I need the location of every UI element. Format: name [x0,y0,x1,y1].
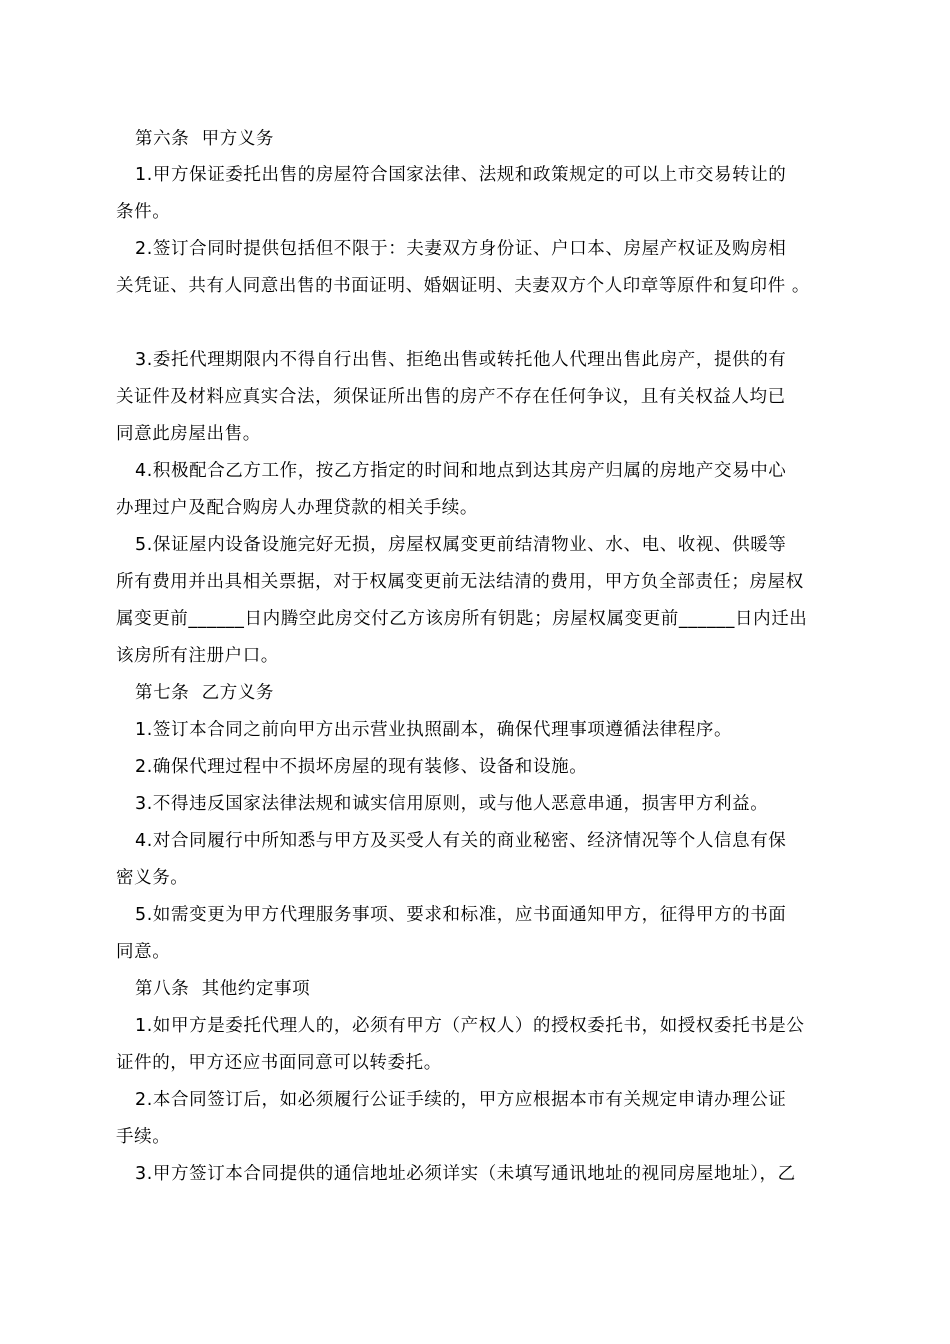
text-line: 属变更前______日内腾空此房交付乙方该房所有钥匙；房屋权属变更前______日内迁出 [116,609,808,629]
text-line: 5.保证屋内设备设施完好无损，房屋权属变更前结清物业、水、电、收视、供暖等 [135,535,787,555]
text-line: 证件的，甲方还应书面同意可以转委托。 [116,1053,442,1073]
text-line: 1.签订本合同之前向甲方出示营业执照副本，确保代理事项遵循法律程序。 [135,720,733,740]
text-line: 办理过户及配合购房人办理贷款的相关手续。 [116,498,478,518]
text-line: 3.委托代理期限内不得自行出售、拒绝出售或转托他人代理出售此房产，提供的有 [135,350,787,370]
text-line: 2.本合同签订后，如必须履行公证手续的，甲方应根据本市有关规定申请办理公证 [135,1090,787,1110]
text-line: 2.确保代理过程中不损坏房屋的现有装修、设备和设施。 [135,757,588,777]
text-line: 手续。 [116,1127,171,1147]
text-line: 3.不得违反国家法律法规和诚实信用原则，或与他人恶意串通，损害甲方利益。 [135,794,769,814]
text-line: 同意。 [116,942,171,962]
article-7-heading: 第七条 乙方义务 [135,683,275,703]
text-line: 该房所有注册户口。 [116,646,279,666]
text-line: 4.积极配合乙方工作，按乙方指定的时间和地点到达其房产归属的房地产交易中心 [135,461,787,481]
text-line: 条件。 [116,202,171,222]
article-6-heading: 第六条 甲方义务 [135,129,275,149]
text-line: 所有费用并出具相关票据，对于权属变更前无法结清的费用，甲方负全部责任；房屋权 [116,572,804,592]
text-line: 4.对合同履行中所知悉与甲方及买受人有关的商业秘密、经济情况等个人信息有保 [135,831,787,851]
text-line: 关证件及材料应真实合法，须保证所出售的房产不存在任何争议，且有关权益人均已 [116,387,786,407]
text-line: 同意此房屋出售。 [116,424,261,444]
text-line: 5.如需变更为甲方代理服务事项、要求和标准，应书面通知甲方，征得甲方的书面 [135,905,787,925]
text-line: 2.签订合同时提供包括但不限于：夫妻双方身份证、户口本、房屋产权证及购房相 [135,239,787,259]
text-line: 关凭证、共有人同意出售的书面证明、婚姻证明、夫妻双方个人印章等原件和复印件 。 [116,276,810,296]
text-line: 1.甲方保证委托出售的房屋符合国家法律、法规和政策规定的可以上市交易转让的 [135,165,787,185]
text-line: 密义务。 [116,868,189,888]
article-8-heading: 第八条 其他约定事项 [135,979,311,999]
text-line: 3.甲方签订本合同提供的通信地址必须详实（未填写通讯地址的视同房屋地址），乙 [135,1164,796,1184]
text-line: 1.如甲方是委托代理人的，必须有甲方（产权人）的授权委托书，如授权委托书是公 [135,1016,805,1036]
